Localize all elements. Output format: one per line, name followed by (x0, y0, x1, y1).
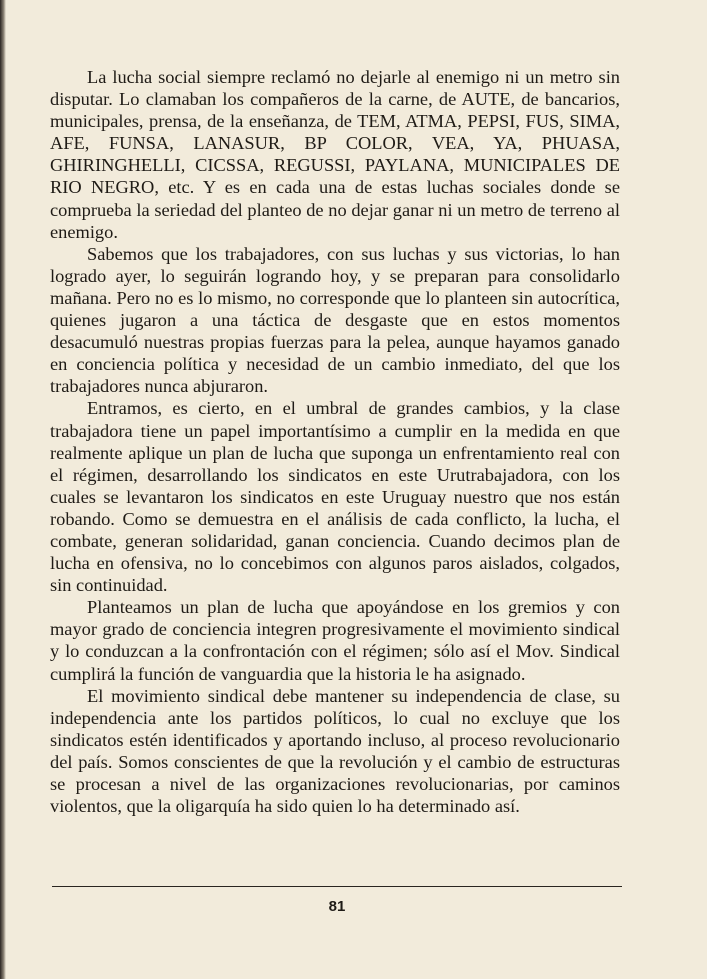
paragraph: El movimiento sindical debe mantener su independencia de clase, su independencia ante los partidos políticos, lo cual no excluye que los sindicatos estén identificados y aportando incluso, al proceso revolucionario del país. Somos conscientes de que la revolución y el cambio de estructuras se procesan a nivel de las organizaciones revolucionarias, por caminos violentos, que la oligarquía ha sido quien lo ha determinado así. (50, 685, 620, 817)
paragraph: Sabemos que los trabajadores, con sus luchas y sus victorias, lo han logrado ayer, lo seguirán logrando hoy, y se preparan para consolidarlo mañana. Pero no es lo mismo, no corresponde que lo planteen sin autocrítica, quienes jugaron a una táctica de desgaste que en estos momentos desacumuló nuestras propias fuerzas para la pelea, aunque hayamos ganado en conciencia política y necesidad de un cambio inmediato, del que los trabajadores nunca abjuraron. (50, 243, 620, 397)
page-number: 81 (328, 898, 346, 915)
body-text (50, 66, 620, 817)
paragraph: La lucha social siempre reclamó no dejarle al enemigo ni un metro sin disputar. Lo clamaban los compañeros de la carne, de AUTE, de bancarios, municipales, prensa, de la enseñanza, de TEM, ATMA, PEPSI, FUS, SIMA, AFE, FUNSA, LANASUR, BP COLOR, VEA, YA, PHUASA, GHIRINGHELLI, CICSSA, REGUSSI, PAYLANA, MUNICIPALES DE RIO NEGRO, etc. Y es en cada una de estas luchas sociales donde se comprueba la seriedad del planteo de no dejar ganar ni un metro de terreno al enemigo. (50, 67, 620, 242)
footer-rule (52, 886, 622, 887)
paragraph: Entramos, es cierto, en el umbral de grandes cambios, y la clase trabajadora tiene un papel importantísimo a cumplir en la medida en que realmente aplique un plan de lucha que suponga un enfrentamiento real con el régimen, desarrollando los sindicatos en este Urutrabajadora, con los cuales se levantaron los sindicatos en este Uruguay nuestro que nos están robando. Como se demuestra en el análisis de cada conflicto, la lucha, el combate, generan solidaridad, ganan conciencia. Cuando decimos plan de lucha en ofensiva, no lo concebimos con algunos paros aislados, colgados, sin continuidad. (50, 398, 620, 596)
page-binding-edge (0, 0, 6, 979)
paragraph: Planteamos un plan de lucha que apoyándose en los gremios y con mayor grado de conciencia integren progresivamente el movimiento sindical y lo conduzcan a la confrontación con el régimen; sólo así el Mov. Sindical cumplirá la función de vanguardia que la historia le ha asignado. (50, 597, 620, 684)
